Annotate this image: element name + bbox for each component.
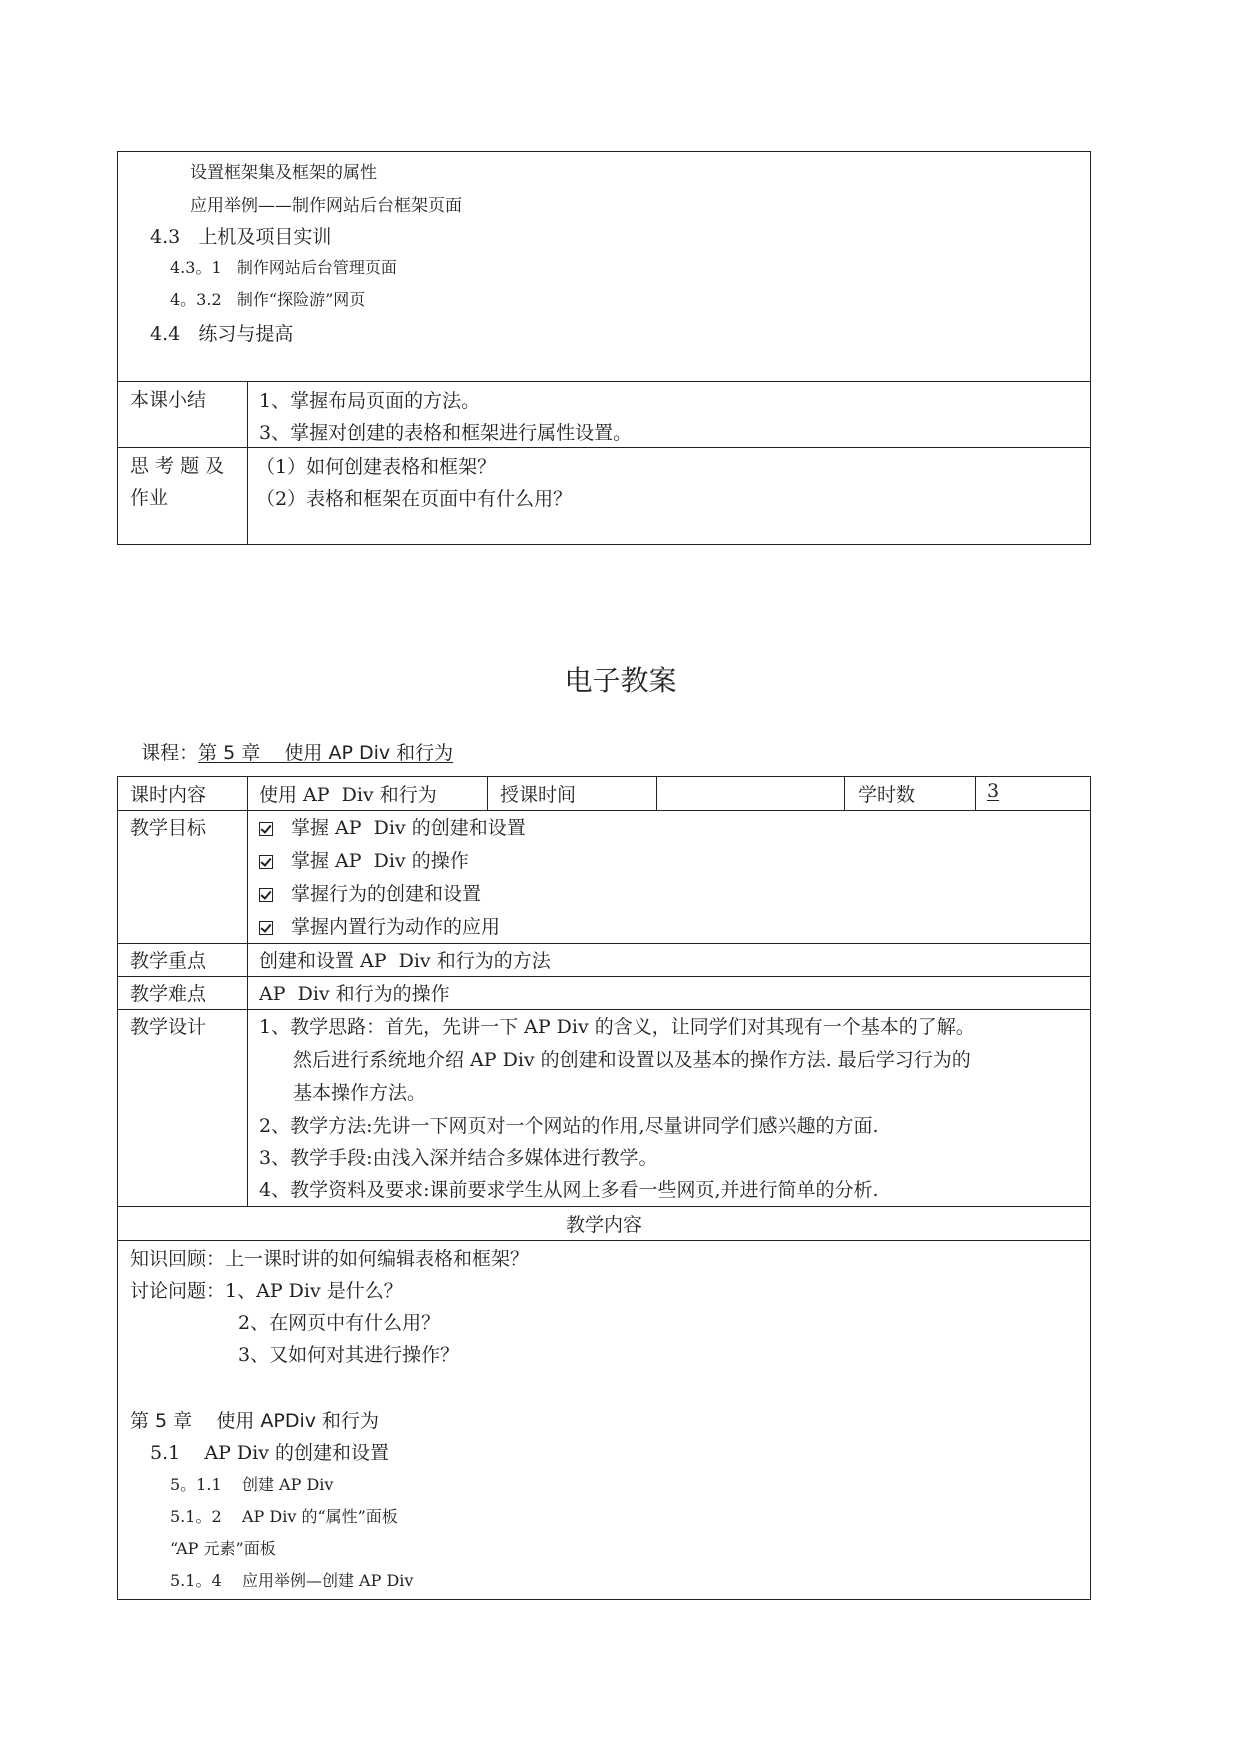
row-divider	[118, 381, 1090, 382]
design-line: 基本操作方法。	[293, 1082, 427, 1104]
row-divider	[118, 810, 1090, 811]
design-line: 3、教学手段:由浅入深并结合多媒体进行教学。	[259, 1147, 658, 1169]
document-title: 电子教案	[564, 664, 677, 697]
difficult-point-label: 教学难点	[130, 983, 207, 1005]
column-divider	[656, 777, 657, 810]
discussion-line: 讨论问题：1、AP Div 是什么？	[130, 1280, 403, 1302]
goal-item: 掌握内置行为动作的应用	[259, 912, 500, 939]
course-value: 第 5 章 使用 AP Div 和行为	[198, 742, 454, 764]
time-label: 授课时间	[500, 784, 577, 806]
checkbox-checked-icon	[259, 921, 273, 935]
checkbox-checked-icon	[259, 855, 273, 869]
outline-item: 应用举例——制作网站后台框架页面	[190, 196, 462, 216]
homework-question: （1）如何创建表格和框架？	[256, 456, 497, 478]
outline-subsection: 4。3.2 制作“探险游”网页	[170, 290, 366, 309]
checkbox-checked-icon	[259, 822, 273, 836]
column-divider	[247, 777, 248, 1206]
chapter-title: 第 5 章 使用 APDiv 和行为	[130, 1410, 380, 1432]
row-divider	[118, 1206, 1090, 1207]
summary-line: 3、掌握对创建的表格和框架进行属性设置。	[259, 422, 633, 444]
goals-label: 教学目标	[130, 817, 207, 839]
row-divider	[118, 976, 1090, 977]
column-divider	[844, 777, 845, 810]
outline-subsection: 4.3。1 制作网站后台管理页面	[170, 258, 397, 277]
design-line: 2、教学方法:先讲一下网页对一个网站的作用,尽量讲同学们感兴趣的方面.	[259, 1115, 879, 1137]
design-label: 教学设计	[130, 1016, 207, 1038]
content-header: 教学内容	[565, 1214, 642, 1236]
course-line	[129, 716, 453, 765]
key-point-value: 创建和设置 AP Div 和行为的方法	[259, 950, 551, 972]
discussion-line: 3、又如何对其进行操作？	[238, 1344, 460, 1366]
hours-value: 3	[987, 780, 1000, 802]
summary-line: 1、掌握布局页面的方法。	[259, 390, 481, 412]
key-point-label: 教学重点	[130, 950, 207, 972]
row-divider	[118, 447, 1090, 448]
course-label: 课程：	[141, 742, 199, 764]
outline-subsection: “AP 元素”面板	[170, 1539, 276, 1558]
design-line: 4、教学资料及要求:课前要求学生从网上多看一些网页,并进行简单的分析.	[259, 1179, 879, 1201]
content-label: 课时内容	[130, 784, 207, 806]
column-divider	[247, 381, 248, 544]
outline-subsection: 5.1。4 应用举例—创建 AP Div	[170, 1571, 414, 1590]
outline-item: 设置框架集及框架的属性	[190, 163, 377, 183]
previous-lesson-table	[117, 151, 1091, 545]
design-line: 然后进行系统地介绍 AP Div 的创建和设置以及基本的操作方法. 最后学习行为的	[293, 1049, 971, 1071]
outline-section: 5.1 AP Div 的创建和设置	[150, 1442, 390, 1464]
outline-section: 4.3 上机及项目实训	[150, 226, 332, 248]
checkbox-checked-icon	[259, 888, 273, 902]
column-divider	[487, 777, 488, 810]
row-divider	[118, 1240, 1090, 1241]
summary-label: 本课小结	[130, 389, 207, 411]
row-divider	[118, 943, 1090, 944]
difficult-point-value: AP Div 和行为的操作	[259, 983, 450, 1005]
homework-label: 思 考 题 及	[130, 455, 225, 477]
review-line: 知识回顾：上一课时讲的如何编辑表格和框架？	[130, 1248, 530, 1270]
goal-item: 掌握 AP Div 的操作	[259, 846, 469, 873]
lesson-plan-table	[117, 776, 1091, 1600]
discussion-line: 2、在网页中有什么用？	[238, 1312, 441, 1334]
content-value: 使用 AP Div 和行为	[259, 784, 437, 806]
hours-label: 学时数	[858, 784, 916, 806]
column-divider	[975, 777, 976, 810]
homework-label: 作业	[130, 487, 169, 509]
goal-item: 掌握行为的创建和设置	[259, 879, 481, 906]
outline-subsection: 5。1.1 创建 AP Div	[170, 1475, 334, 1494]
goal-item: 掌握 AP Div 的创建和设置	[259, 813, 526, 840]
outline-section: 4.4 练习与提高	[150, 323, 294, 345]
design-line: 1、教学思路：首先，先讲一下 AP Div 的含义，让同学们对其现有一个基本的了解。	[259, 1016, 975, 1038]
homework-question: （2）表格和框架在页面中有什么用？	[256, 488, 573, 510]
row-divider	[118, 1009, 1090, 1010]
outline-subsection: 5.1。2 AP Div 的“属性”面板	[170, 1507, 398, 1526]
